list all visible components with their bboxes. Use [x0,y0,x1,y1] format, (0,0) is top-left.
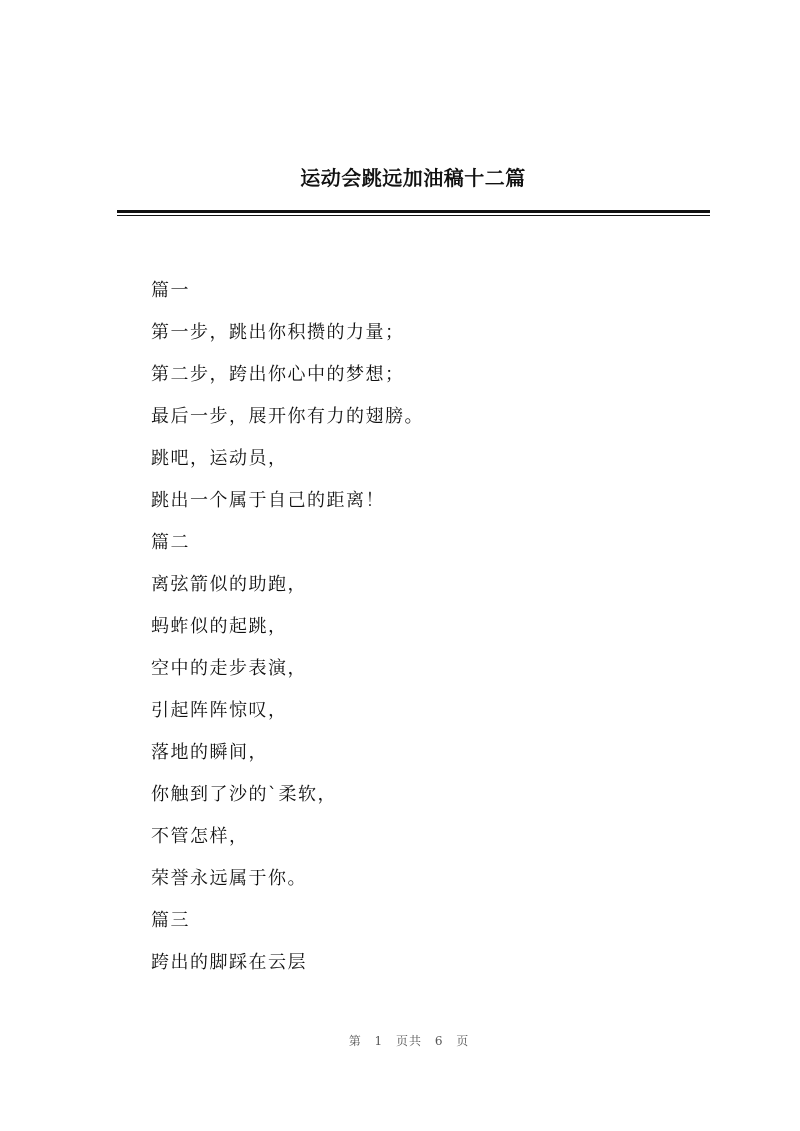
text-line: 离弦箭似的助跑， [151,574,307,595]
title-rule-thick [117,210,710,213]
document-title: 运动会跳远加油稿十二篇 [300,166,526,190]
body-text [151,270,711,984]
text-line: 跳出一个属于自己的距离！ [151,490,385,511]
text-line: 不管怎样， [151,826,249,847]
text-line: 跨出的脚踩在云层 [151,952,307,973]
page-footer: 第 1 页共 6 页 [348,1034,470,1048]
section-heading-1: 篇一 [151,280,190,301]
text-line: 荣誉永远属于你。 [151,868,307,889]
text-line: 蚂蚱似的起跳， [151,616,288,637]
text-line: 空中的走步表演， [151,658,307,679]
text-line: 跳吧，运动员， [151,448,288,469]
title-rule-thin [117,215,710,216]
text-line: 最后一步，展开你有力的翅膀。 [151,406,424,427]
text-line: 落地的瞬间， [151,742,268,763]
text-line: 第一步，跳出你积攒的力量； [151,322,405,343]
text-line: 引起阵阵惊叹， [151,700,288,721]
text-line: 第二步，跨出你心中的梦想； [151,364,405,385]
section-heading-3: 篇三 [151,910,190,931]
text-line: 你触到了沙的`柔软， [151,784,337,805]
section-heading-2: 篇二 [151,532,190,553]
